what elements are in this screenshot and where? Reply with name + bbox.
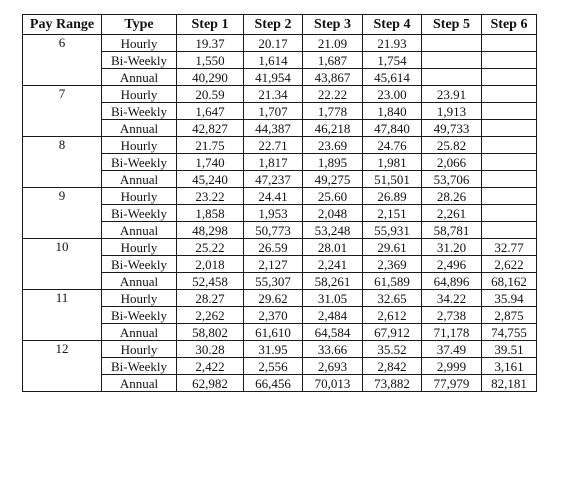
table-row (23, 137, 537, 154)
step-6-cell (482, 69, 537, 86)
step-4-cell: 23.00 (363, 86, 422, 103)
step-1-cell: 28.27 (177, 290, 244, 307)
step-2-cell: 44,387 (244, 120, 303, 137)
step-5-cell: 2,738 (422, 307, 482, 324)
pay-type-cell: Bi-Weekly (102, 154, 177, 171)
step-3-cell: 2,241 (303, 256, 363, 273)
step-4-cell: 67,912 (363, 324, 422, 341)
pay-type-cell: Bi-Weekly (102, 205, 177, 222)
pay-range-cell: 11 (23, 290, 102, 341)
step-5-cell (422, 52, 482, 69)
step-5-cell: 28.26 (422, 188, 482, 205)
pay-range-table (22, 14, 537, 392)
step-3-cell: 49,275 (303, 171, 363, 188)
pay-type-cell: Annual (102, 273, 177, 290)
step-2-cell: 2,556 (244, 358, 303, 375)
step-6-cell: 74,755 (482, 324, 537, 341)
step-5-cell: 77,979 (422, 375, 482, 392)
header-cell-pay-range: Pay Range (23, 15, 102, 35)
table-body (23, 35, 537, 392)
step-2-cell: 24.41 (244, 188, 303, 205)
step-6-cell (482, 205, 537, 222)
pay-type-cell: Hourly (102, 35, 177, 52)
step-6-cell (482, 86, 537, 103)
step-2-cell: 55,307 (244, 273, 303, 290)
pay-range-cell: 7 (23, 86, 102, 137)
step-5-cell: 1,913 (422, 103, 482, 120)
step-1-cell: 52,458 (177, 273, 244, 290)
step-6-cell: 3,161 (482, 358, 537, 375)
step-1-cell: 2,422 (177, 358, 244, 375)
step-1-cell: 19.37 (177, 35, 244, 52)
step-4-cell: 51,501 (363, 171, 422, 188)
step-2-cell: 29.62 (244, 290, 303, 307)
step-6-cell (482, 35, 537, 52)
step-2-cell: 66,456 (244, 375, 303, 392)
step-1-cell: 62,982 (177, 375, 244, 392)
step-5-cell: 71,178 (422, 324, 482, 341)
step-1-cell: 1,740 (177, 154, 244, 171)
step-6-cell: 2,875 (482, 307, 537, 324)
step-4-cell: 73,882 (363, 375, 422, 392)
pay-type-cell: Bi-Weekly (102, 358, 177, 375)
pay-type-cell: Bi-Weekly (102, 103, 177, 120)
step-6-cell: 32.77 (482, 239, 537, 256)
pay-range-cell: 8 (23, 137, 102, 188)
step-1-cell: 30.28 (177, 341, 244, 358)
step-4-cell: 2,612 (363, 307, 422, 324)
step-1-cell: 2,262 (177, 307, 244, 324)
step-2-cell: 47,237 (244, 171, 303, 188)
step-1-cell: 20.59 (177, 86, 244, 103)
step-6-cell (482, 171, 537, 188)
step-3-cell: 70,013 (303, 375, 363, 392)
step-3-cell: 25.60 (303, 188, 363, 205)
step-6-cell: 39.51 (482, 341, 537, 358)
step-4-cell: 32.65 (363, 290, 422, 307)
step-2-cell: 1,707 (244, 103, 303, 120)
table-row (23, 35, 537, 52)
pay-type-cell: Hourly (102, 290, 177, 307)
step-6-cell: 35.94 (482, 290, 537, 307)
step-6-cell (482, 154, 537, 171)
pay-type-cell: Bi-Weekly (102, 307, 177, 324)
table-row (23, 239, 537, 256)
pay-type-cell: Hourly (102, 137, 177, 154)
step-3-cell: 1,895 (303, 154, 363, 171)
step-3-cell: 64,584 (303, 324, 363, 341)
pay-type-cell: Hourly (102, 239, 177, 256)
step-2-cell: 2,370 (244, 307, 303, 324)
pay-range-cell: 12 (23, 341, 102, 392)
step-2-cell: 26.59 (244, 239, 303, 256)
step-1-cell: 42,827 (177, 120, 244, 137)
step-3-cell: 2,484 (303, 307, 363, 324)
table-row (23, 86, 537, 103)
header-cell-step-5: Step 5 (422, 15, 482, 35)
step-5-cell: 49,733 (422, 120, 482, 137)
step-4-cell: 2,842 (363, 358, 422, 375)
step-5-cell: 2,261 (422, 205, 482, 222)
step-2-cell: 21.34 (244, 86, 303, 103)
header-cell-step-3: Step 3 (303, 15, 363, 35)
step-1-cell: 21.75 (177, 137, 244, 154)
step-5-cell: 2,999 (422, 358, 482, 375)
header-cell-type: Type (102, 15, 177, 35)
step-6-cell (482, 52, 537, 69)
table-row (23, 188, 537, 205)
step-6-cell: 82,181 (482, 375, 537, 392)
pay-type-cell: Annual (102, 324, 177, 341)
step-4-cell: 29.61 (363, 239, 422, 256)
step-4-cell: 26.89 (363, 188, 422, 205)
step-3-cell: 58,261 (303, 273, 363, 290)
step-3-cell: 2,048 (303, 205, 363, 222)
step-2-cell: 22.71 (244, 137, 303, 154)
step-2-cell: 50,773 (244, 222, 303, 239)
table-row (23, 290, 537, 307)
pay-type-cell: Annual (102, 69, 177, 86)
step-3-cell: 33.66 (303, 341, 363, 358)
step-3-cell: 53,248 (303, 222, 363, 239)
pay-type-cell: Hourly (102, 341, 177, 358)
step-3-cell: 1,778 (303, 103, 363, 120)
step-1-cell: 58,802 (177, 324, 244, 341)
header-cell-step-4: Step 4 (363, 15, 422, 35)
pay-type-cell: Annual (102, 120, 177, 137)
step-5-cell: 23.91 (422, 86, 482, 103)
step-2-cell: 1,817 (244, 154, 303, 171)
step-2-cell: 41,954 (244, 69, 303, 86)
step-6-cell: 2,622 (482, 256, 537, 273)
header-cell-step-1: Step 1 (177, 15, 244, 35)
pay-range-cell: 10 (23, 239, 102, 290)
step-5-cell: 34.22 (422, 290, 482, 307)
step-5-cell: 58,781 (422, 222, 482, 239)
step-4-cell: 61,589 (363, 273, 422, 290)
step-6-cell (482, 137, 537, 154)
table-row (23, 341, 537, 358)
step-2-cell: 2,127 (244, 256, 303, 273)
step-4-cell: 2,369 (363, 256, 422, 273)
step-1-cell: 23.22 (177, 188, 244, 205)
step-3-cell: 43,867 (303, 69, 363, 86)
step-5-cell: 64,896 (422, 273, 482, 290)
pay-type-cell: Hourly (102, 86, 177, 103)
step-5-cell (422, 35, 482, 52)
header-cell-step-6: Step 6 (482, 15, 537, 35)
step-4-cell: 1,754 (363, 52, 422, 69)
pay-type-cell: Annual (102, 222, 177, 239)
step-3-cell: 28.01 (303, 239, 363, 256)
pay-type-cell: Hourly (102, 188, 177, 205)
step-6-cell: 68,162 (482, 273, 537, 290)
step-1-cell: 25.22 (177, 239, 244, 256)
step-6-cell (482, 120, 537, 137)
step-1-cell: 1,647 (177, 103, 244, 120)
step-6-cell (482, 222, 537, 239)
step-3-cell: 31.05 (303, 290, 363, 307)
pay-type-cell: Annual (102, 171, 177, 188)
step-5-cell (422, 69, 482, 86)
step-4-cell: 1,981 (363, 154, 422, 171)
step-6-cell (482, 188, 537, 205)
step-3-cell: 21.09 (303, 35, 363, 52)
step-5-cell: 53,706 (422, 171, 482, 188)
step-4-cell: 45,614 (363, 69, 422, 86)
header-cell-step-2: Step 2 (244, 15, 303, 35)
step-1-cell: 1,550 (177, 52, 244, 69)
step-5-cell: 2,496 (422, 256, 482, 273)
pay-type-cell: Bi-Weekly (102, 256, 177, 273)
step-3-cell: 1,687 (303, 52, 363, 69)
step-1-cell: 40,290 (177, 69, 244, 86)
step-4-cell: 24.76 (363, 137, 422, 154)
step-3-cell: 23.69 (303, 137, 363, 154)
step-1-cell: 1,858 (177, 205, 244, 222)
step-4-cell: 2,151 (363, 205, 422, 222)
step-1-cell: 45,240 (177, 171, 244, 188)
step-5-cell: 25.82 (422, 137, 482, 154)
step-5-cell: 2,066 (422, 154, 482, 171)
step-4-cell: 21.93 (363, 35, 422, 52)
step-3-cell: 22.22 (303, 86, 363, 103)
step-6-cell (482, 103, 537, 120)
step-2-cell: 61,610 (244, 324, 303, 341)
pay-type-cell: Annual (102, 375, 177, 392)
step-5-cell: 31.20 (422, 239, 482, 256)
step-5-cell: 37.49 (422, 341, 482, 358)
step-4-cell: 55,931 (363, 222, 422, 239)
step-2-cell: 1,614 (244, 52, 303, 69)
pay-range-cell: 9 (23, 188, 102, 239)
step-3-cell: 2,693 (303, 358, 363, 375)
header-row (23, 15, 537, 35)
step-4-cell: 35.52 (363, 341, 422, 358)
step-2-cell: 1,953 (244, 205, 303, 222)
step-4-cell: 1,840 (363, 103, 422, 120)
step-1-cell: 48,298 (177, 222, 244, 239)
step-3-cell: 46,218 (303, 120, 363, 137)
pay-range-cell: 6 (23, 35, 102, 86)
step-4-cell: 47,840 (363, 120, 422, 137)
pay-type-cell: Bi-Weekly (102, 52, 177, 69)
step-2-cell: 31.95 (244, 341, 303, 358)
step-1-cell: 2,018 (177, 256, 244, 273)
step-2-cell: 20.17 (244, 35, 303, 52)
